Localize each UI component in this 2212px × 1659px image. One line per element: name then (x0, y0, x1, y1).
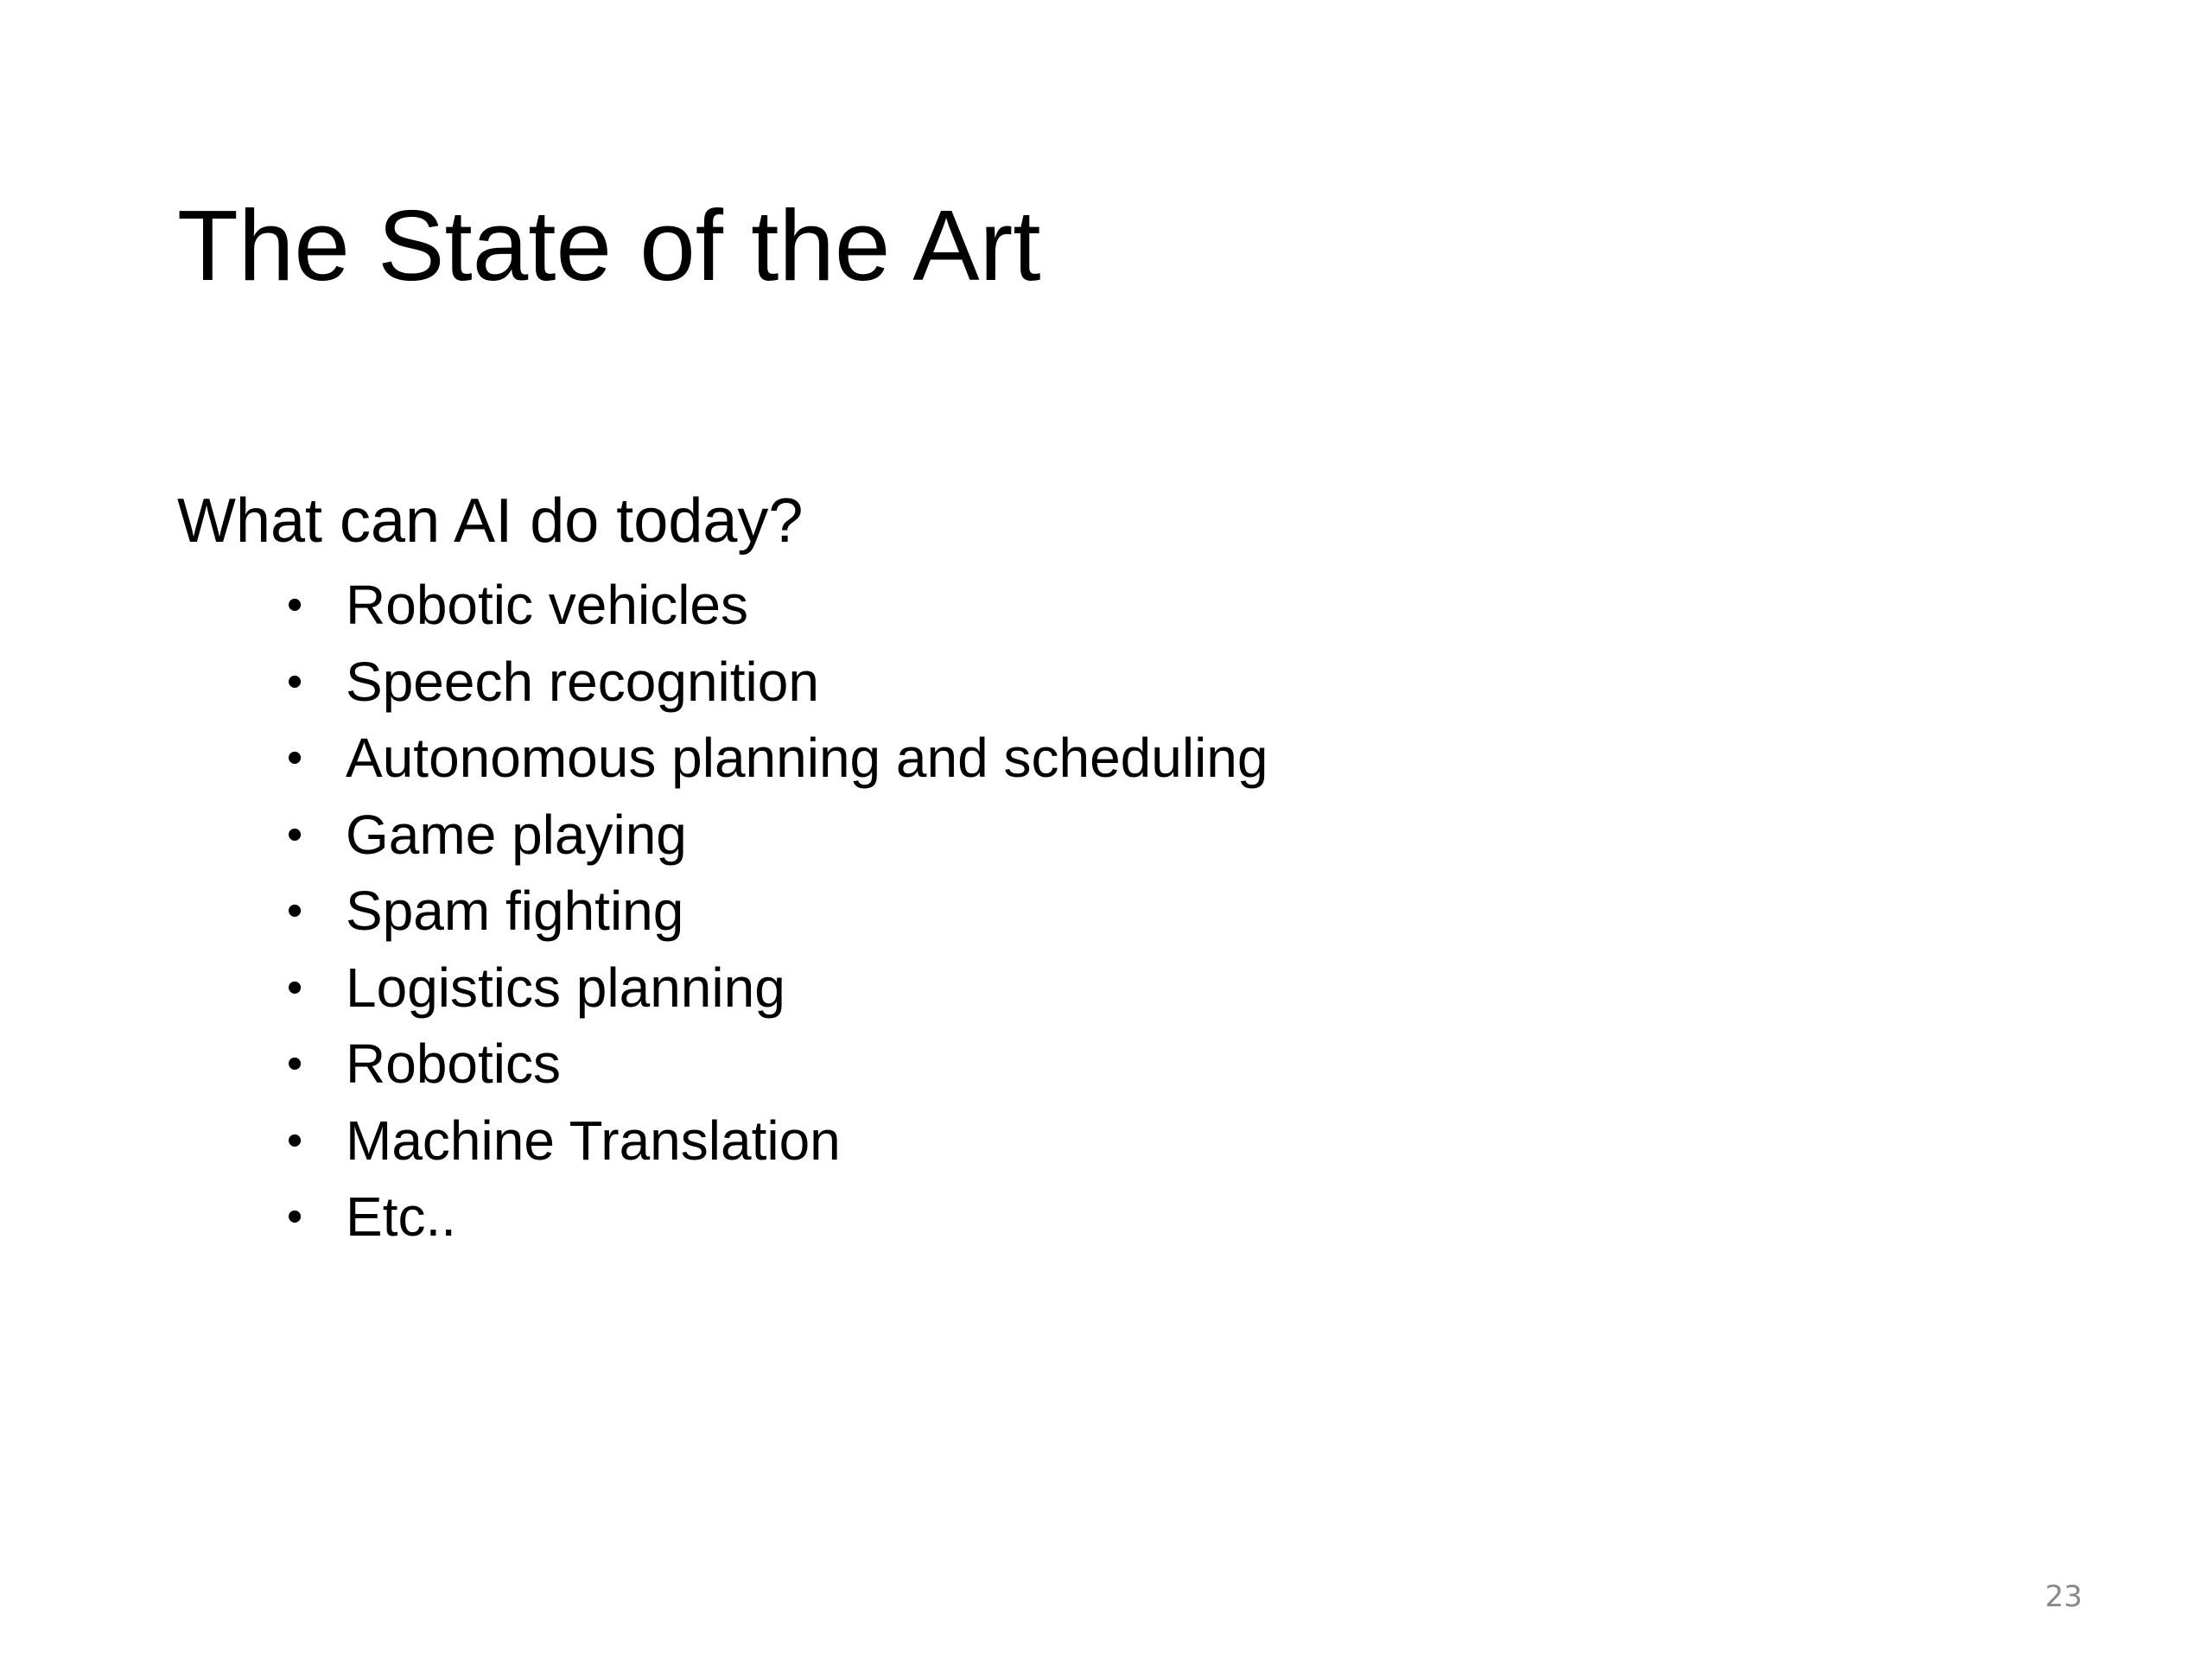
list-item-label: Logistics planning (346, 956, 785, 1019)
list-item-label: Robotics (346, 1033, 561, 1095)
bullet-icon: • (287, 1115, 303, 1166)
list-item-label: Autonomous planning and scheduling (346, 727, 1268, 789)
bullet-icon: • (287, 962, 303, 1013)
bullet-icon: • (287, 809, 303, 860)
list-item-label: Etc.. (346, 1185, 457, 1248)
bullet-icon: • (287, 1192, 303, 1242)
intro-question: What can AI do today? (177, 486, 804, 556)
list-item-label: Spam fighting (346, 880, 684, 942)
list-item-label: Game playing (346, 803, 687, 866)
bullet-icon: • (287, 1039, 303, 1089)
list-item-label: Speech recognition (346, 650, 819, 713)
list-item-label: Robotic vehicles (346, 574, 748, 636)
bullet-icon: • (287, 580, 303, 630)
bullet-icon: • (287, 656, 303, 707)
slide-title: The State of the Art (177, 189, 1041, 302)
page-number: 23 (2044, 1580, 2082, 1614)
bullet-icon: • (287, 733, 303, 783)
list-item-label: Machine Translation (346, 1109, 841, 1172)
bullet-icon: • (287, 886, 303, 936)
